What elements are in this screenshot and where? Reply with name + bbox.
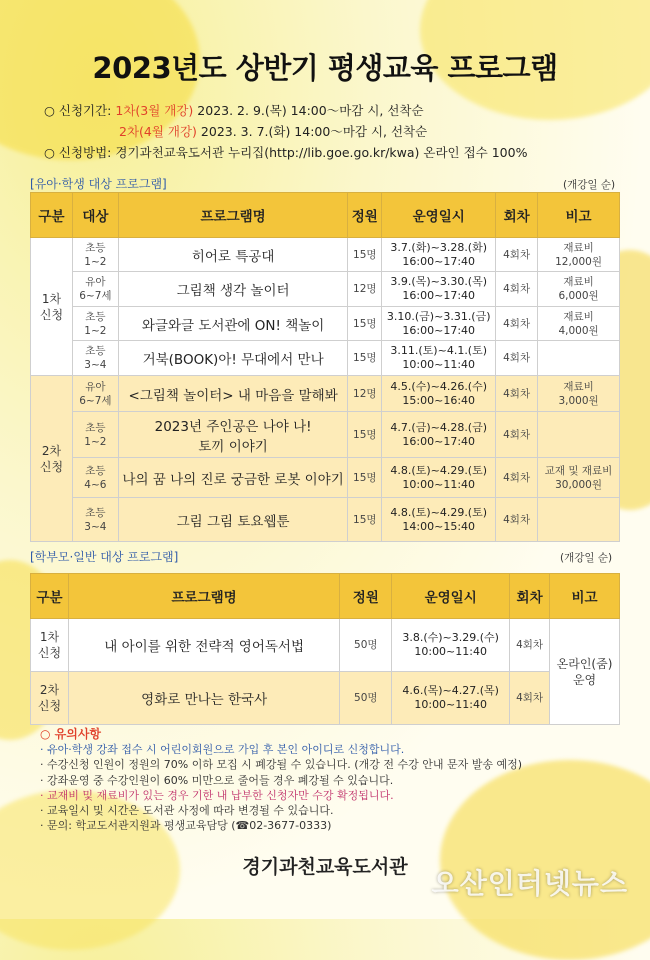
page-title: 2023년도 상반기 평생교육 프로그램 — [92, 51, 558, 85]
target-cell: 초등 1~2 — [72, 238, 118, 272]
table-row — [31, 272, 620, 307]
round-group-cell: 2차 신청 — [31, 376, 73, 542]
target-cell: 유아 6~7세 — [72, 376, 118, 412]
period-label: ○ 신청기간: — [44, 103, 116, 118]
program-name-cell: 2023년 주인공은 나야 나! 토끼 이야기 — [118, 412, 347, 458]
schedule-cell: 3.10.(금)~3.31.(금) 16:00~17:40 — [382, 307, 496, 341]
remark-cell: 재료비 4,000원 — [538, 307, 620, 341]
program-name-cell: 와글와글 도서관에 ON! 책놀이 — [118, 307, 347, 341]
notice-box — [40, 727, 522, 833]
table-row — [31, 412, 620, 458]
remark-cell: 온라인(줌) 운영 — [550, 619, 620, 725]
target-cell: 초등 1~2 — [72, 307, 118, 341]
table-row — [31, 376, 620, 412]
round1-text: 2023. 2. 9.(목) 14:00～마감 시, 선착순 — [193, 103, 424, 118]
schedule-cell: 3.9.(목)~3.30.(목) 16:00~17:40 — [382, 272, 496, 307]
table-row — [31, 458, 620, 498]
remark-cell: 재료비 3,000원 — [538, 376, 620, 412]
table-row — [31, 672, 620, 725]
period-line-2 — [44, 121, 527, 142]
schedule-cell: 3.11.(토)~4.1.(토) 10:00~11:40 — [382, 341, 496, 376]
notice-item: · 유아·학생 강좌 접수 시 어린이회원으로 가입 후 본인 아이디로 신청합니다. — [40, 743, 405, 757]
capacity-cell: 50명 — [340, 672, 392, 725]
program-name-cell: 그림책 생각 놀이터 — [118, 272, 347, 307]
session-count-cell: 4회차 — [496, 307, 538, 341]
application-info — [44, 100, 527, 163]
capacity-cell: 15명 — [348, 238, 382, 272]
schedule-cell: 4.7.(금)~4.28.(금) 16:00~17:40 — [382, 412, 496, 458]
round1-label: 1차(3월 개강) — [115, 103, 194, 118]
program-name-cell: 거북(BOOK)아! 무대에서 만나 — [118, 341, 347, 376]
table-row — [31, 307, 620, 341]
column-header: 프로그램명 — [68, 574, 339, 619]
column-header: 대상 — [72, 193, 118, 238]
program-name-cell: 그림 그림 토요웹툰 — [118, 498, 347, 542]
session-count-cell: 4회차 — [496, 341, 538, 376]
session-count-cell: 4회차 — [496, 376, 538, 412]
program-name-cell: 내 아이를 위한 전략적 영어독서법 — [68, 619, 339, 672]
section2-note: (개강일 순) — [560, 552, 613, 564]
notice-item: · 문의: 학교도서관지원과 평생교육담당 (☎02-3677-0333) — [40, 819, 332, 833]
column-header: 정원 — [340, 574, 392, 619]
schedule-cell: 4.5.(수)~4.26.(수) 15:00~16:40 — [382, 376, 496, 412]
notice-item: · 수강신청 인원이 정원의 70% 이하 모집 시 폐강될 수 있습니다. (개강 전 수강 안내 문자 발송 예정) — [40, 758, 523, 772]
column-header: 비고 — [538, 193, 620, 238]
session-count-cell: 4회차 — [496, 412, 538, 458]
table-row — [31, 619, 620, 672]
target-cell: 유아 6~7세 — [72, 272, 118, 307]
section2-label: [학부모·일반 대상 프로그램] — [30, 550, 179, 564]
session-count-cell: 4회차 — [510, 672, 550, 725]
capacity-cell: 12명 — [348, 376, 382, 412]
target-cell: 초등 3~4 — [72, 341, 118, 376]
program-name-cell: 나의 꿈 나의 진로 궁금한 로봇 이야기 — [118, 458, 347, 498]
notice-heading: ○ 유의사항 — [40, 727, 102, 741]
remark-cell — [538, 341, 620, 376]
column-header: 정원 — [348, 193, 382, 238]
target-cell: 초등 4~6 — [72, 458, 118, 498]
capacity-cell: 15명 — [348, 412, 382, 458]
capacity-cell: 15명 — [348, 341, 382, 376]
remark-cell — [538, 498, 620, 542]
target-cell: 초등 1~2 — [72, 412, 118, 458]
schedule-cell: 4.8.(토)~4.29.(토) 10:00~11:40 — [382, 458, 496, 498]
remark-cell: 재료비 12,000원 — [538, 238, 620, 272]
round2-text: 2023. 3. 7.(화) 14:00～마감 시, 선착순 — [196, 124, 428, 139]
remark-cell — [538, 412, 620, 458]
period-line-1 — [44, 100, 527, 121]
target-cell: 초등 3~4 — [72, 498, 118, 542]
method-line: ○ 신청방법: 경기과천교육도서관 누리집(http://lib.goe.go.kr/kwa) 온라인 접수 100% — [44, 145, 528, 160]
session-count-cell: 4회차 — [496, 498, 538, 542]
schedule-cell: 4.6.(목)~4.27.(목) 10:00~11:40 — [392, 672, 510, 725]
section1-label: [유아·학생 대상 프로그램] — [30, 177, 167, 191]
program-name-cell: <그림책 놀이터> 내 마음을 말해봐 — [118, 376, 347, 412]
remark-cell: 교재 및 재료비 30,000원 — [538, 458, 620, 498]
program-name-cell: 영화로 만나는 한국사 — [68, 672, 339, 725]
watermark: 오산인터넷뉴스 — [431, 867, 628, 900]
table-row — [31, 498, 620, 542]
section1-note: (개강일 순) — [563, 179, 616, 191]
column-header: 운영일시 — [382, 193, 496, 238]
column-header: 구분 — [31, 193, 73, 238]
round2-label: 2차(4월 개강) — [119, 124, 197, 139]
table-row — [31, 341, 620, 376]
notice-item: · 교육일시 및 시간은 도서관 사정에 따라 변경될 수 있습니다. — [40, 804, 334, 818]
capacity-cell: 15명 — [348, 307, 382, 341]
schedule-cell: 4.8.(토)~4.29.(토) 14:00~15:40 — [382, 498, 496, 542]
session-count-cell: 4회차 — [496, 238, 538, 272]
column-header: 프로그램명 — [118, 193, 347, 238]
column-header: 회차 — [496, 193, 538, 238]
session-count-cell: 4회차 — [496, 458, 538, 498]
round-group-cell: 2차 신청 — [31, 672, 69, 725]
capacity-cell: 15명 — [348, 498, 382, 542]
adult-program-table — [30, 573, 620, 725]
remark-cell: 재료비 6,000원 — [538, 272, 620, 307]
capacity-cell: 50명 — [340, 619, 392, 672]
round-group-cell: 1차 신청 — [31, 619, 69, 672]
library-name-footer: 경기과천교육도서관 — [242, 856, 408, 878]
column-header: 회차 — [510, 574, 550, 619]
column-header: 운영일시 — [392, 574, 510, 619]
round-group-cell: 1차 신청 — [31, 238, 73, 376]
capacity-cell: 12명 — [348, 272, 382, 307]
program-name-cell: 히어로 특공대 — [118, 238, 347, 272]
capacity-cell: 15명 — [348, 458, 382, 498]
youth-program-table — [30, 192, 620, 542]
session-count-cell: 4회차 — [496, 272, 538, 307]
schedule-cell: 3.7.(화)~3.28.(화) 16:00~17:40 — [382, 238, 496, 272]
session-count-cell: 4회차 — [510, 619, 550, 672]
schedule-cell: 3.8.(수)~3.29.(수) 10:00~11:40 — [392, 619, 510, 672]
notice-item: · 강좌운영 중 수강인원이 60% 미만으로 줄어들 경우 폐강될 수 있습니다. — [40, 773, 394, 787]
column-header: 구분 — [31, 574, 69, 619]
column-header: 비고 — [550, 574, 620, 619]
notice-item: · 교재비 및 재료비가 있는 경우 기한 내 납부한 신청자만 수강 확정됩니다. — [40, 788, 394, 802]
table-row — [31, 238, 620, 272]
